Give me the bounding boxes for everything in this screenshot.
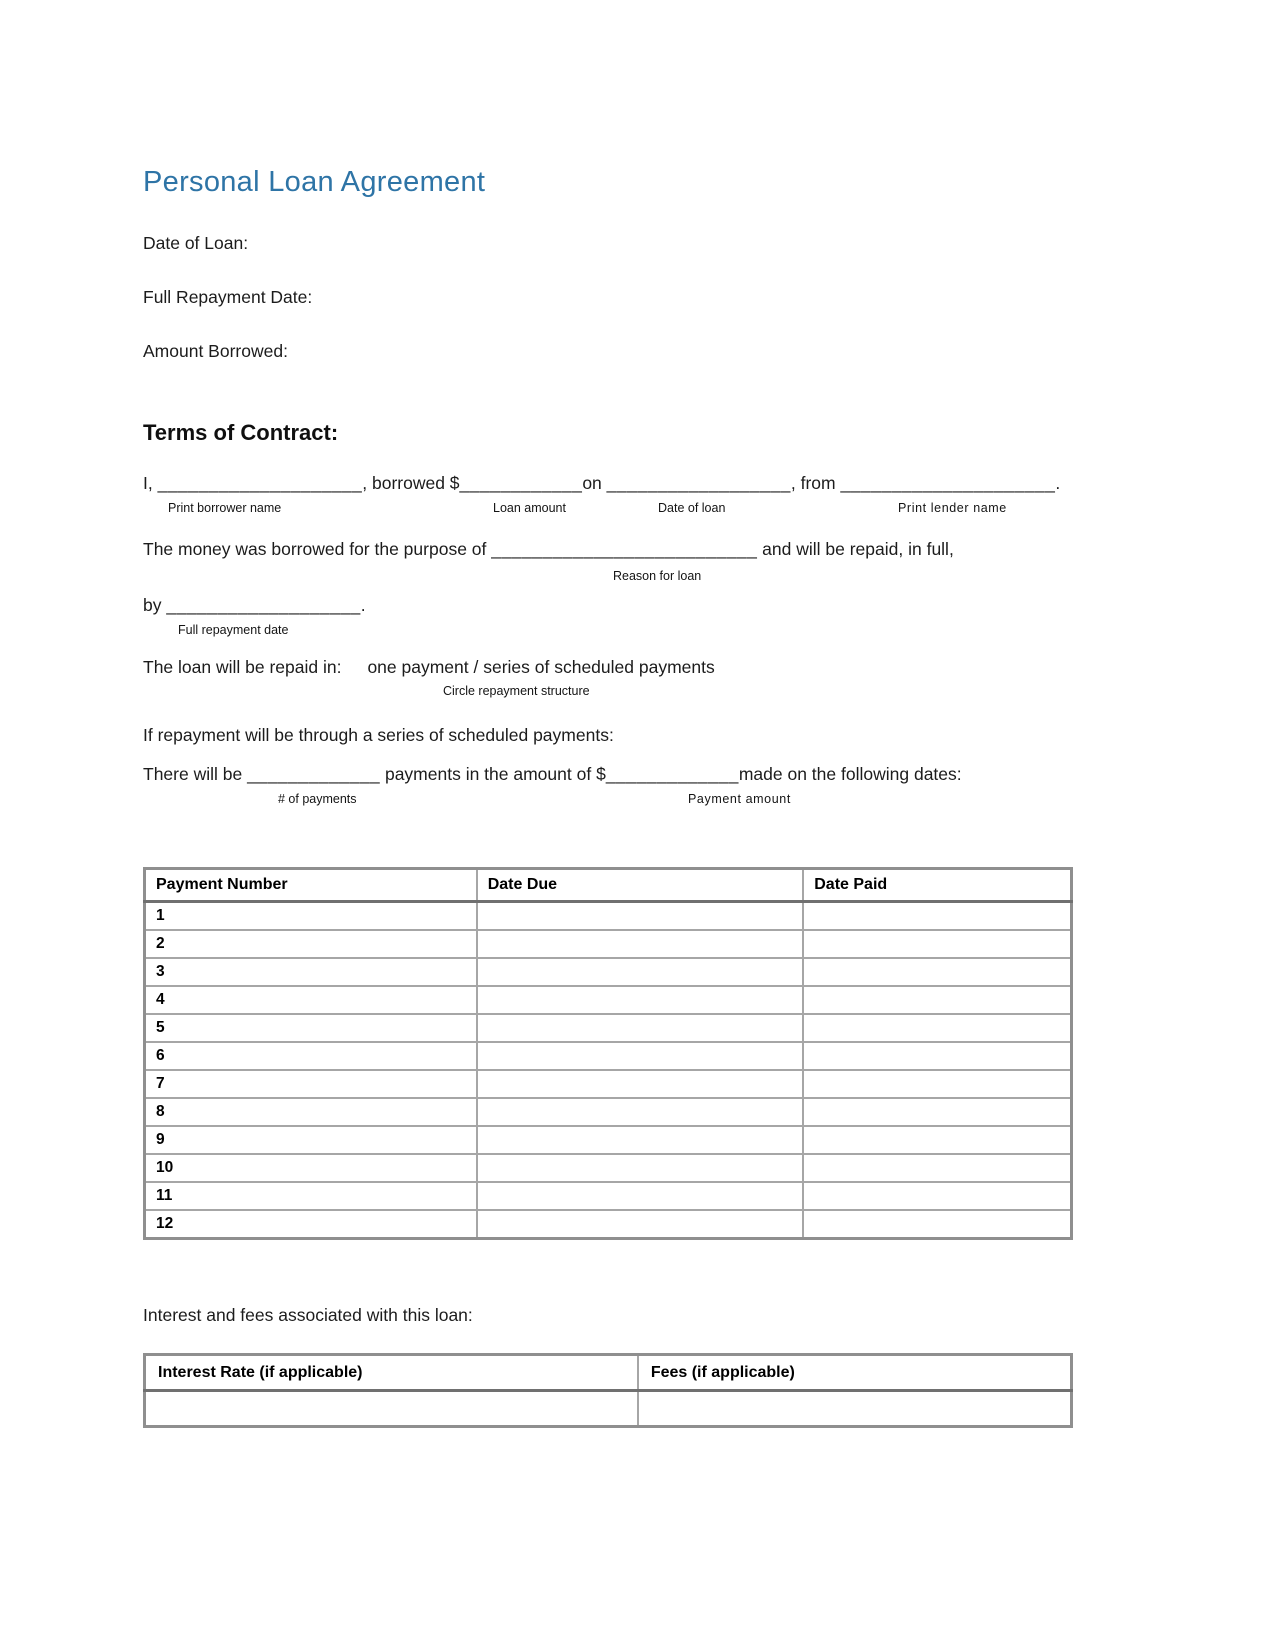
table-row: [145, 1391, 1072, 1427]
sentence-text: .: [1055, 473, 1061, 493]
date-due-cell[interactable]: [477, 1014, 804, 1042]
date-paid-cell[interactable]: [803, 1182, 1071, 1210]
contract-sentence-structure: [143, 656, 1073, 679]
sentence-text: The loan will be repaid in:: [143, 657, 342, 677]
field-full-repayment-date: Full Repayment Date:: [143, 287, 313, 307]
payment-number-cell: 9: [145, 1126, 477, 1154]
date-paid-cell[interactable]: [803, 1210, 1071, 1239]
date-paid-cell[interactable]: [803, 1098, 1071, 1126]
sentence-text: The money was borrowed for the purpose of: [143, 539, 492, 559]
label-circle-repayment-structure: Circle repayment structure: [443, 684, 590, 698]
terms-heading: Terms of Contract:: [143, 420, 339, 445]
date-paid-cell[interactable]: [803, 1126, 1071, 1154]
date-paid-cell[interactable]: [803, 1070, 1071, 1098]
payment-number-cell: 10: [145, 1154, 477, 1182]
date-paid-cell[interactable]: [803, 930, 1071, 958]
interest-fees-heading: Interest and fees associated with this loan:: [143, 1305, 473, 1325]
sentence-text: , from: [790, 473, 841, 493]
field-date-of-loan: Date of Loan:: [143, 233, 249, 253]
date-due-cell[interactable]: [477, 986, 804, 1014]
payment-number-cell: 12: [145, 1210, 477, 1239]
table-row: [145, 1182, 1072, 1210]
date-due-cell[interactable]: [477, 930, 804, 958]
interest-fees-header: [145, 1355, 1072, 1391]
table-row: [145, 1042, 1072, 1070]
interest-rate-cell[interactable]: [145, 1391, 638, 1427]
payment-number-cell: 11: [145, 1182, 477, 1210]
table-row: [145, 958, 1072, 986]
table-row: [145, 930, 1072, 958]
blank-loan-amount[interactable]: ____________: [459, 473, 583, 493]
table-header-row: [145, 869, 1072, 902]
payment-schedule-header: [145, 869, 1072, 902]
table-row: [145, 1210, 1072, 1239]
label-date-of-loan: Date of loan: [658, 501, 726, 515]
table-row: [145, 1154, 1072, 1182]
sentence-text: and will be repaid, in full,: [757, 539, 954, 559]
payment-number-cell: 7: [145, 1070, 477, 1098]
sentence-text: There will be: [143, 764, 248, 784]
sentence-text: on: [582, 473, 607, 493]
blank-date-of-loan[interactable]: __________________: [606, 473, 791, 493]
payment-number-cell: 1: [145, 902, 477, 931]
date-paid-cell[interactable]: [803, 1014, 1071, 1042]
table-header-row: [145, 1355, 1072, 1391]
contract-sentence-if-series: If repayment will be through a series of scheduled payments:: [143, 725, 614, 745]
date-due-cell[interactable]: [477, 958, 804, 986]
sentence-text: by: [143, 595, 167, 615]
label-payment-amount: Payment amount: [688, 792, 791, 806]
field-amount-borrowed: Amount Borrowed:: [143, 341, 288, 361]
interest-fees-table: [143, 1353, 1073, 1428]
header-fees: Fees (if applicable): [638, 1355, 1072, 1391]
blank-lender-name[interactable]: _____________________: [840, 473, 1056, 493]
contract-sentence-repay-by: [143, 594, 1073, 617]
label-full-repayment-date: Full repayment date: [178, 623, 289, 637]
document-title: Personal Loan Agreement: [143, 166, 486, 198]
payment-number-cell: 3: [145, 958, 477, 986]
date-due-cell[interactable]: [477, 902, 804, 931]
date-paid-cell[interactable]: [803, 986, 1071, 1014]
sentence-sublabels: [143, 501, 1073, 516]
sentence-sublabels: [143, 569, 1073, 584]
fees-cell[interactable]: [638, 1391, 1072, 1427]
date-due-cell[interactable]: [477, 1154, 804, 1182]
table-row: [145, 1098, 1072, 1126]
date-due-cell[interactable]: [477, 1182, 804, 1210]
sentence-sublabels: [143, 684, 1073, 699]
sentence-text: I,: [143, 473, 158, 493]
sentence-text: .: [360, 595, 366, 615]
label-print-borrower-name: Print borrower name: [168, 501, 282, 515]
blank-borrower-name[interactable]: ____________________: [157, 473, 363, 493]
payment-number-cell: 2: [145, 930, 477, 958]
payment-number-cell: 8: [145, 1098, 477, 1126]
header-date-paid: Date Paid: [803, 869, 1071, 902]
sentence-text: made on the following dates:: [738, 764, 962, 784]
contract-sentence-parties: [143, 472, 1073, 495]
blank-payment-amount[interactable]: _____________: [605, 764, 739, 784]
contract-sentence-purpose: [143, 538, 1073, 561]
date-paid-cell[interactable]: [803, 1042, 1071, 1070]
payment-schedule-table: [143, 867, 1073, 1240]
header-interest-rate: Interest Rate (if applicable): [145, 1355, 638, 1391]
label-loan-amount: Loan amount: [493, 501, 566, 515]
date-paid-cell[interactable]: [803, 902, 1071, 931]
date-due-cell[interactable]: [477, 1042, 804, 1070]
date-due-cell[interactable]: [477, 1070, 804, 1098]
table-row: [145, 902, 1072, 931]
payment-number-cell: 6: [145, 1042, 477, 1070]
sentence-text: payments in the amount of $: [380, 764, 606, 784]
blank-number-of-payments[interactable]: _____________: [247, 764, 381, 784]
sentence-text: , borrowed $: [362, 473, 460, 493]
date-paid-cell[interactable]: [803, 1154, 1071, 1182]
contract-sentence-payment-count: [143, 763, 1073, 786]
table-row: [145, 1126, 1072, 1154]
date-due-cell[interactable]: [477, 1098, 804, 1126]
header-date-due: Date Due: [477, 869, 804, 902]
table-row: [145, 1014, 1072, 1042]
label-reason-for-loan: Reason for loan: [613, 569, 702, 583]
sentence-sublabels: [143, 623, 1073, 638]
date-due-cell[interactable]: [477, 1126, 804, 1154]
blank-full-repayment-date[interactable]: ___________________: [166, 595, 361, 615]
repayment-structure-options[interactable]: one payment / series of scheduled payments: [367, 657, 715, 677]
date-due-cell[interactable]: [477, 1210, 804, 1239]
table-row: [145, 986, 1072, 1014]
header-payment-number: Payment Number: [145, 869, 477, 902]
label-number-of-payments: # of payments: [278, 792, 357, 806]
sentence-sublabels: [143, 792, 1073, 807]
payment-number-cell: 4: [145, 986, 477, 1014]
table-row: [145, 1070, 1072, 1098]
date-paid-cell[interactable]: [803, 958, 1071, 986]
payment-number-cell: 5: [145, 1014, 477, 1042]
label-print-lender-name: Print lender name: [898, 501, 1007, 515]
blank-reason-for-loan[interactable]: __________________________: [491, 539, 758, 559]
